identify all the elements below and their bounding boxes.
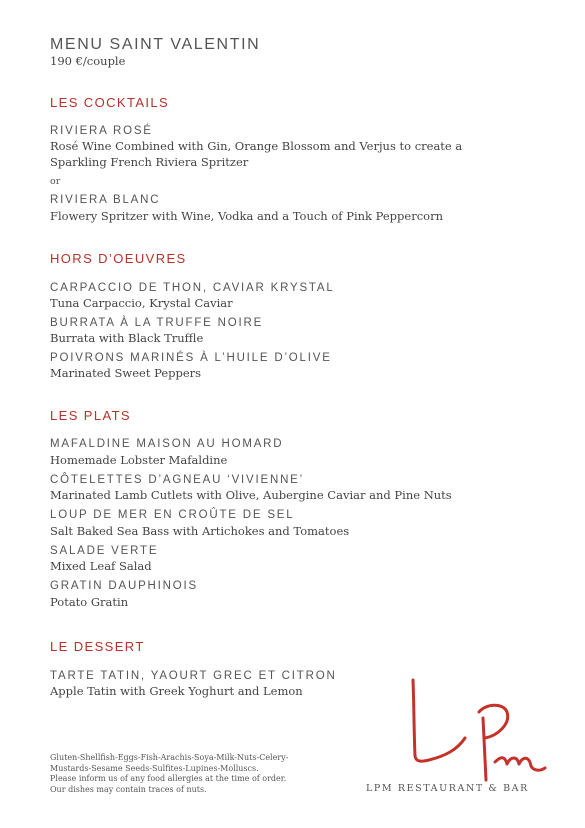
item-desc: Tuna Carpaccio, Krystal Caviar: [50, 296, 233, 310]
allergen-line: Mustards-Sesame Seeds-Sulfites-Lupines-Molluscs.: [50, 763, 259, 773]
section-heading-plats: LES PLATS: [50, 408, 132, 423]
item-desc: Marinated Lamb Cutlets with Olive, Aubergine Caviar and Pine Nuts: [50, 488, 452, 502]
item-name: CÔTELETTES D’AGNEAU ‘VIVIENNE’: [50, 474, 305, 486]
item-name: LOUP DE MER EN CROÛTE DE SEL: [50, 509, 295, 521]
item-name: POIVRONS MARINÉS À L’HUILE D’OLIVE: [50, 352, 332, 364]
or-separator: or: [50, 176, 61, 187]
item-desc-tarte-tatin: Apple Tatin with Greek Yoghurt and Lemon: [50, 684, 303, 698]
allergen-line: Our dishes may contain traces of nuts.: [50, 784, 207, 794]
item-name: MAFALDINE MAISON AU HOMARD: [50, 438, 284, 450]
item-name: BURRATA À LA TRUFFE NOIRE: [50, 317, 264, 329]
item-name-riviera-rose: RIVIERA ROSÉ: [50, 125, 153, 137]
item-desc-riviera-rose: [50, 138, 462, 170]
menu-title: MENU SAINT VALENTIN: [50, 36, 261, 53]
lpm-logo: [405, 676, 550, 786]
item-name: SALADE VERTE: [50, 545, 159, 557]
item-name: GRATIN DAUPHINOIS: [50, 580, 198, 592]
item-name-tarte-tatin: TARTE TATIN, YAOURT GREC ET CITRON: [50, 670, 337, 682]
item-desc: Mixed Leaf Salad: [50, 559, 152, 573]
item-desc-riviera-blanc: Flowery Spritzer with Wine, Vodka and a Touch of Pink Peppercorn: [50, 209, 443, 223]
item-desc: Salt Baked Sea Bass with Artichokes and Tomatoes: [50, 524, 350, 538]
menu-price: 190 €/couple: [50, 54, 126, 68]
section-heading-dessert: LE DESSERT: [50, 639, 145, 654]
item-desc: Burrata with Black Truffle: [50, 331, 204, 345]
item-name: CARPACCIO DE THON, CAVIAR KRYSTAL: [50, 282, 335, 294]
allergen-notice: [50, 753, 288, 795]
item-name-riviera-blanc: RIVIERA BLANC: [50, 194, 161, 206]
item-desc-line: Sparkling French Riviera Spritzer: [50, 155, 249, 169]
item-desc: Potato Gratin: [50, 595, 129, 609]
section-heading-cocktails: LES COCKTAILS: [50, 95, 170, 110]
item-desc-line: Rosé Wine Combined with Gin, Orange Blossom and Verjus to create a: [50, 139, 463, 153]
allergen-line: Please inform us of any food allergies at the time of order.: [50, 774, 287, 783]
item-desc: Homemade Lobster Mafaldine: [50, 453, 228, 467]
section-heading-hors-doeuvres: HORS D’OEUVRES: [50, 251, 187, 266]
item-desc: Marinated Sweet Peppers: [50, 366, 202, 380]
brand-name: LPM RESTAURANT & BAR: [366, 783, 529, 794]
allergen-line: Gluten-Shellfish-Eggs-Fish-Arachis-Soya-Milk-Nuts-Celery-: [50, 753, 289, 762]
